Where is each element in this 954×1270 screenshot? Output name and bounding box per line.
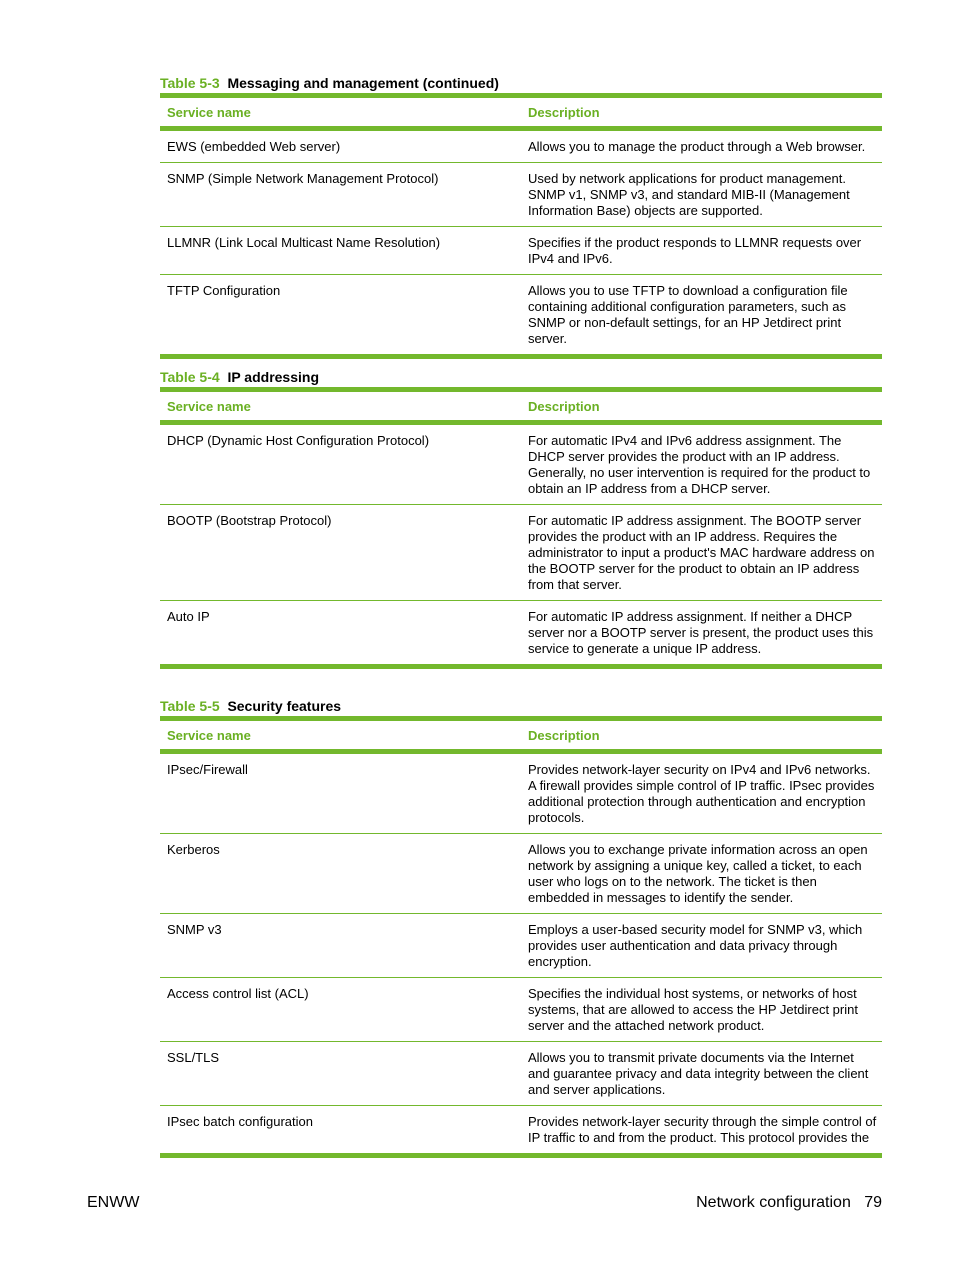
description-cell: Provides network-layer security through the simple control of IP traffic to and from the product. This protocol provides the xyxy=(528,1114,877,1145)
description-cell: Specifies if the product responds to LLMNR requests over IPv4 and IPv6. xyxy=(528,235,862,266)
table-row xyxy=(160,600,882,664)
table-row xyxy=(160,977,882,1041)
table-row xyxy=(160,833,882,913)
footer-section-title: Network configuration xyxy=(696,1194,851,1211)
description-cell: Provides network-layer security on IPv4 and IPv6 networks. A firewall provides simple control of IP traffic. IPsec provides additional protection through authentication and encryption protocols. xyxy=(528,762,875,825)
page-number: 79 xyxy=(864,1194,882,1211)
table-caption xyxy=(160,368,882,386)
description-cell: Employs a user-based security model for SNMP v3, which provides user authentication and data privacy through encryption. xyxy=(528,922,863,969)
table-row xyxy=(160,1041,882,1105)
table-row xyxy=(160,754,882,833)
description-cell: For automatic IP address assignment. If neither a DHCP server nor a BOOTP server is present, the product uses this service to generate a unique IP address. xyxy=(528,609,874,656)
service-name-cell: EWS (embedded Web server) xyxy=(167,139,341,154)
table-number: Table 5-4 xyxy=(160,369,220,385)
description-cell: Specifies the individual host systems, or networks of host systems, that are allowed to access the HP Jetdirect print server and the attached network product. xyxy=(528,986,858,1033)
column-header-service-name: Service name xyxy=(167,104,251,120)
column-header-description: Description xyxy=(528,104,600,120)
table-row xyxy=(160,1105,882,1153)
footer-left-label: ENWW xyxy=(87,1194,140,1211)
table-header-row xyxy=(160,721,882,749)
table-title: Messaging and management (continued) xyxy=(227,75,499,91)
service-name-cell: LLMNR (Link Local Multicast Name Resolution) xyxy=(167,235,441,250)
column-header-description: Description xyxy=(528,398,600,414)
table-title: Security features xyxy=(227,698,342,714)
description-cell: For automatic IP address assignment. The BOOTP server provides the product with an IP address. Requires the administrator to input a product's MAC hardware address on the BOOTP server for the product to obtain an IP address from that server. xyxy=(528,513,875,592)
table-5-5 xyxy=(160,697,882,1158)
service-name-cell: SNMP (Simple Network Management Protocol) xyxy=(167,171,439,186)
service-name-cell: SSL/TLS xyxy=(167,1050,220,1065)
service-name-cell: SNMP v3 xyxy=(167,922,222,937)
table-row xyxy=(160,913,882,977)
column-header-service-name: Service name xyxy=(167,727,251,743)
table-row xyxy=(160,162,882,226)
description-cell: Allows you to exchange private information across an open network by assigning a unique key, called a ticket, to each user who logs on to the network. The ticket is then embedded in messages to identify the sender. xyxy=(528,842,868,905)
table-row xyxy=(160,226,882,274)
service-name-cell: IPsec/Firewall xyxy=(167,762,248,777)
table-number: Table 5-3 xyxy=(160,75,220,91)
table-caption xyxy=(160,74,882,92)
description-cell: For automatic IPv4 and IPv6 address assignment. The DHCP server provides the product with an IP address. Generally, no user intervention is required for the product to obtain an IP address from a DHCP server. xyxy=(528,433,871,496)
service-name-cell: TFTP Configuration xyxy=(167,283,281,298)
table-5-3 xyxy=(160,74,882,359)
service-name-cell: Access control list (ACL) xyxy=(167,986,309,1001)
table-header-row xyxy=(160,392,882,420)
table-row xyxy=(160,425,882,504)
table-5-4 xyxy=(160,368,882,669)
description-cell: Allows you to transmit private documents via the Internet and guarantee privacy and data integrity between the client and server applications. xyxy=(528,1050,869,1097)
service-name-cell: DHCP (Dynamic Host Configuration Protocol) xyxy=(167,433,430,448)
footer-right xyxy=(696,1193,882,1213)
table-header-row xyxy=(160,98,882,126)
table-row xyxy=(160,504,882,600)
table-number: Table 5-5 xyxy=(160,698,220,714)
table-title: IP addressing xyxy=(227,369,319,385)
description-cell: Allows you to manage the product through a Web browser. xyxy=(528,139,866,154)
service-name-cell: BOOTP (Bootstrap Protocol) xyxy=(167,513,332,528)
service-name-cell: IPsec batch configuration xyxy=(167,1114,313,1129)
table-bottom-rule xyxy=(160,354,882,359)
table-row xyxy=(160,274,882,354)
table-bottom-rule xyxy=(160,1153,882,1158)
table-row xyxy=(160,131,882,162)
table-bottom-rule xyxy=(160,664,882,669)
column-header-description: Description xyxy=(528,727,600,743)
service-name-cell: Kerberos xyxy=(167,842,220,857)
description-cell: Allows you to use TFTP to download a configuration file containing additional configuration parameters, such as SNMP or non-default settings, for an HP Jetdirect print server. xyxy=(528,283,848,346)
table-caption xyxy=(160,697,882,715)
service-name-cell: Auto IP xyxy=(167,609,210,624)
description-cell: Used by network applications for product management. SNMP v1, SNMP v3, and standard MIB-II (Management Information Base) objects are supported. xyxy=(528,171,850,218)
column-header-service-name: Service name xyxy=(167,398,251,414)
